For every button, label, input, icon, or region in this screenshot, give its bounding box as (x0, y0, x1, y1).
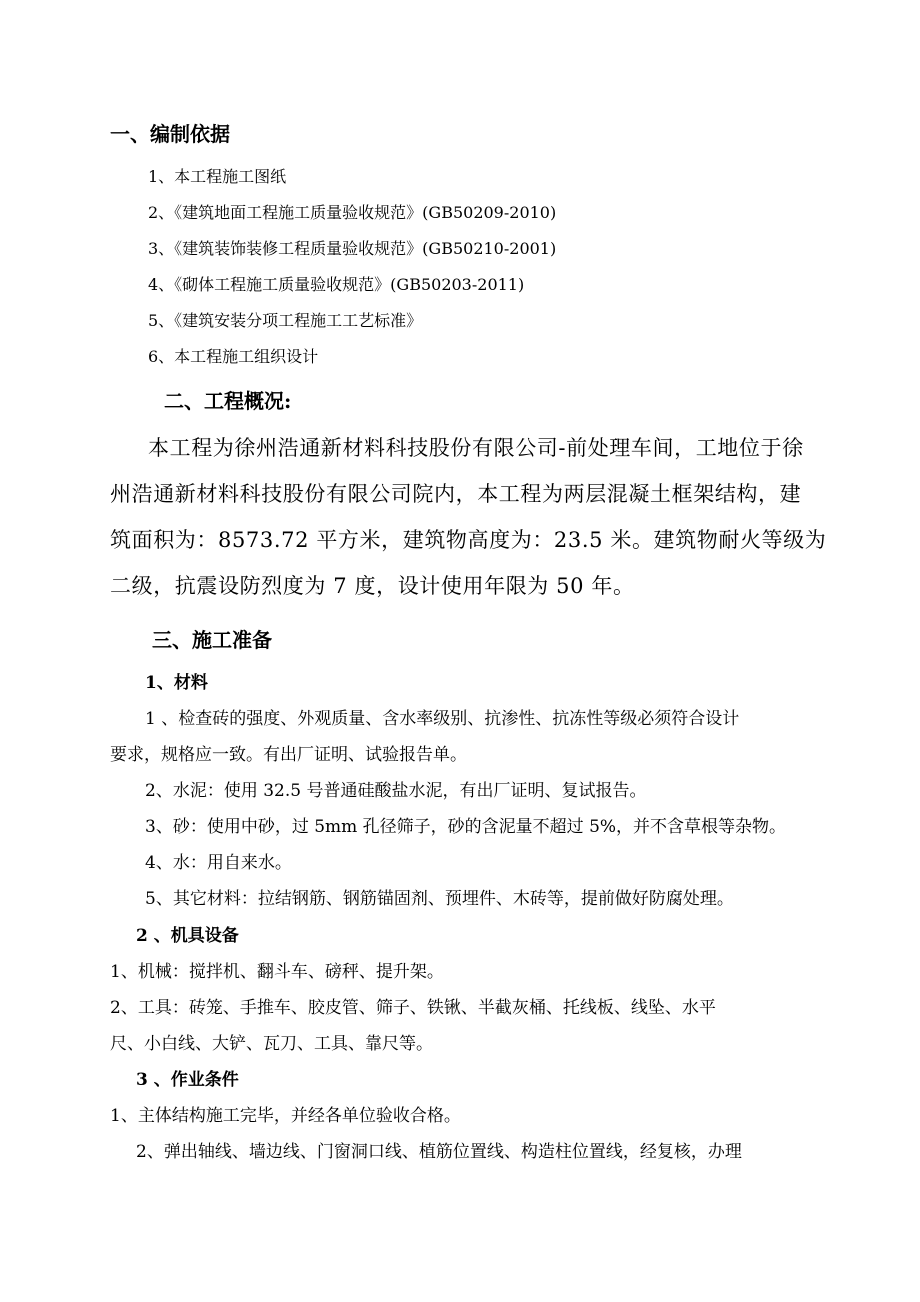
subheading-equipment: 2 、机具设备 (136, 926, 239, 946)
materials-line-3: 2、水泥：使用 32.5 号普通硅酸盐水泥，有出厂证明、复试报告。 (145, 781, 647, 801)
materials-line-4: 3、砂：使用中砂，过 5mm 孔径筛子，砂的含泥量不超过 5%，并不含草根等杂物。 (145, 817, 787, 837)
section-heading-basis: 一、编制依据 (110, 122, 230, 146)
overview-line-4: 二级，抗震设防烈度为 7 度，设计使用年限为 50 年。 (110, 574, 635, 598)
equipment-line-3: 尺、小白线、大铲、瓦刀、工具、靠尺等。 (110, 1034, 433, 1054)
conditions-line-2: 2、弹出轴线、墙边线、门窗洞口线、植筋位置线、构造柱位置线，经复核，办理 (136, 1142, 742, 1162)
section-heading-preparation: 三、施工准备 (152, 628, 272, 652)
basis-item-1: 1、本工程施工图纸 (148, 167, 287, 186)
materials-line-5: 4、水：用自来水。 (145, 853, 292, 873)
overview-line-2: 州浩通新材料科技股份有限公司院内，本工程为两层混凝土框架结构，建 (110, 482, 802, 506)
conditions-line-1: 1、主体结构施工完毕，并经各单位验收合格。 (110, 1106, 461, 1126)
materials-line-6: 5、其它材料：拉结钢筋、钢筋锚固剂、预埋件、木砖等，提前做好防腐处理。 (145, 889, 734, 909)
materials-line-2: 要求，规格应一致。有出厂证明、试验报告单。 (110, 745, 467, 765)
materials-line-1: 1 、检查砖的强度、外观质量、含水率级别、抗渗性、抗冻性等级必须符合设计 (145, 709, 740, 729)
basis-item-3: 3、《建筑装饰装修工程质量验收规范》(GB50210-2001) (148, 239, 557, 258)
equipment-line-1: 1、机械：搅拌机、翻斗车、磅秤、提升架。 (110, 962, 444, 982)
overview-line-1: 本工程为徐州浩通新材料科技股份有限公司-前处理车间，工地位于徐 (148, 436, 804, 460)
equipment-line-2: 2、工具：砖笼、手推车、胶皮管、筛子、铁锹、半截灰桶、托线板、线坠、水平 (110, 998, 716, 1018)
subheading-materials: 1、材料 (145, 673, 208, 693)
section-heading-overview: 二、工程概况: (164, 389, 292, 413)
basis-item-6: 6、本工程施工组织设计 (148, 347, 319, 366)
overview-line-3: 筑面积为：8573.72 平方米，建筑物高度为：23.5 米。建筑物耐火等级为 (110, 528, 827, 552)
basis-item-2: 2、《建筑地面工程施工质量验收规范》(GB50209-2010) (148, 203, 557, 222)
subheading-conditions: 3 、作业条件 (136, 1070, 239, 1090)
basis-item-4: 4、《砌体工程施工质量验收规范》(GB50203-2011) (148, 275, 525, 294)
basis-item-5: 5、《建筑安装分项工程施工工艺标准》 (148, 311, 423, 330)
